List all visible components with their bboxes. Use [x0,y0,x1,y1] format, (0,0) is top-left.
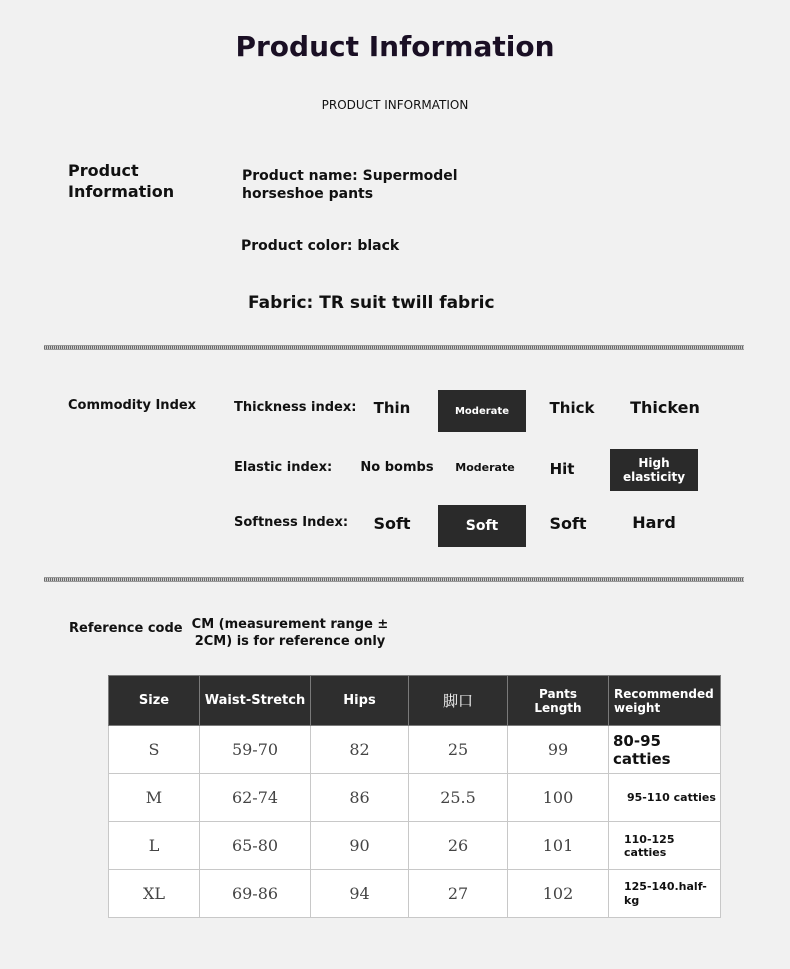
reference-label: Reference code [69,621,183,636]
header-hips: Hips [311,676,409,726]
table-row [109,726,721,774]
table-row [109,870,721,918]
cell-leg-opening: 26 [409,822,508,870]
cell-size: M [109,774,200,822]
table-row [109,774,721,822]
cell-waist: 69-86 [200,870,311,918]
cell-waist: 62-74 [200,774,311,822]
thickness-option-thin: Thin [373,399,411,417]
elastic-option-moderate: Moderate [455,461,515,474]
cell-leg-opening: 27 [409,870,508,918]
header-pants-length: Pants Length [508,676,609,726]
cell-leg-opening: 25 [409,726,508,774]
softness-option-2-selected: Soft [438,505,526,547]
thickness-label: Thickness index: [234,400,357,415]
product-name: Product name: Supermodel horseshoe pants [242,168,458,202]
product-section-label: Product Information [68,161,175,201]
cell-hips: 94 [311,870,409,918]
thickness-option-thicken: Thicken [630,398,700,417]
cell-pants-length: 99 [508,726,609,774]
softness-label: Softness Index: [234,515,349,530]
cell-waist: 65-80 [200,822,311,870]
cell-leg-opening: 25.5 [409,774,508,822]
elastic-option-hit: Hit [549,460,575,478]
elastic-option-no-bombs: No bombs [360,460,434,475]
cell-size: XL [109,870,200,918]
elastic-option-high-selected: High elasticity [610,449,698,491]
elastic-label: Elastic index: [234,460,333,475]
page-title: Product Information [235,30,555,63]
reference-note: CM (measurement range ± 2CM) is for reference only [191,617,389,649]
product-fabric: Fabric: TR suit twill fabric [248,293,495,313]
section-divider [44,577,744,582]
cell-hips: 90 [311,822,409,870]
section-divider [44,345,744,350]
cell-pants-length: 101 [508,822,609,870]
cell-size: S [109,726,200,774]
header-waist: Waist-Stretch [200,676,311,726]
thickness-option-thick: Thick [549,399,595,417]
commodity-section-label: Commodity Index [68,398,197,413]
table-row [109,822,721,870]
softness-option-3: Soft [549,514,587,533]
page-subtitle: PRODUCT INFORMATION [321,98,469,112]
softness-option-hard: Hard [632,513,676,532]
cell-weight: 110-125 catties [609,822,721,870]
cell-weight: 125-140.half-kg [609,870,721,918]
product-color: Product color: black [241,238,400,254]
cell-weight: 80-95 catties [609,726,721,774]
cell-hips: 86 [311,774,409,822]
softness-option-1: Soft [373,514,411,533]
cell-weight: 95-110 catties [609,774,721,822]
cell-pants-length: 102 [508,870,609,918]
thickness-option-moderate-selected: Moderate [438,390,526,432]
size-table [108,675,721,918]
header-size: Size [109,676,200,726]
cell-waist: 59-70 [200,726,311,774]
cell-size: L [109,822,200,870]
header-recommended-weight: Recommended weight [609,676,721,726]
header-leg-opening: 脚口 [409,676,508,726]
table-header-row [109,676,721,726]
cell-hips: 82 [311,726,409,774]
cell-pants-length: 100 [508,774,609,822]
